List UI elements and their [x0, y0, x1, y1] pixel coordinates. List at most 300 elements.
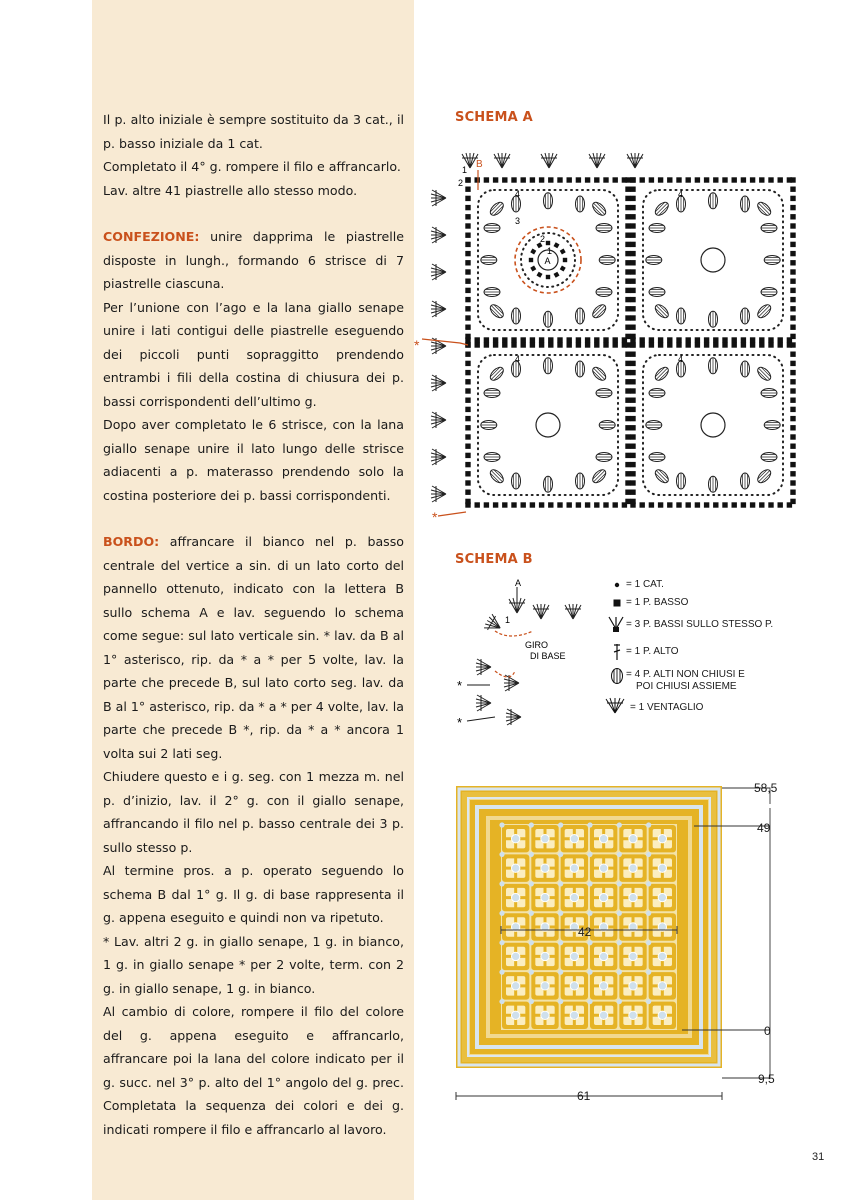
tile-stitch-square [585, 337, 590, 342]
blanket-tile-corner [646, 881, 651, 886]
tile-stitch-square [613, 337, 618, 342]
tile-stitch-square [625, 425, 630, 430]
schema-b-fan [565, 604, 581, 619]
tile-stitch-square [768, 337, 773, 342]
tile-cluster [764, 256, 780, 265]
tile-cluster [484, 288, 500, 297]
tile-stitch-square [704, 342, 709, 347]
schema-a-round-3: 3 [515, 216, 521, 226]
legend-text-cluster-2: POI CHIUSI ASSIEME [636, 681, 737, 692]
schema-b-base-2: DI BASE [530, 651, 566, 661]
tile-cluster [709, 311, 718, 327]
tile-cluster [590, 365, 608, 383]
legend-square-icon [612, 598, 622, 608]
dim-inner-width: 42 [578, 925, 592, 939]
tile-stitch-square [750, 337, 755, 342]
tile-stitch-square [625, 444, 630, 449]
tile-stitch-square [576, 342, 581, 347]
schema-b-base-1: GIRO [525, 640, 549, 650]
tile-stitch-square [630, 471, 635, 476]
edge-fan-left [431, 375, 446, 391]
schema-a-round-1: 1 [547, 246, 553, 256]
tile-cluster [646, 421, 662, 430]
tile-stitch-square [465, 177, 470, 182]
blanket-tile-center [599, 835, 607, 843]
tile-stitch-square [539, 502, 544, 507]
tile-stitch-square [465, 205, 470, 210]
tile-stitch-square [625, 297, 630, 302]
tile-stitch-square [676, 177, 681, 182]
tile-stitch-square [722, 177, 727, 182]
blanket-tile-corner [499, 852, 504, 857]
tile-stitch-square [557, 502, 562, 507]
tile-stitch-square [484, 502, 489, 507]
blanket-tile-corner [499, 970, 504, 975]
confezione-paragraph [103, 225, 404, 296]
dim-outer-width: 61 [577, 1089, 591, 1103]
tile-stitch-square [625, 269, 630, 274]
schema-a-tile-num-3: 4 [515, 354, 521, 364]
tile-stitch-square [676, 502, 681, 507]
tile-stitch-square [790, 315, 795, 320]
tile-stitch-square [530, 177, 535, 182]
confezione-heading: CONFEZIONE: [103, 229, 200, 244]
tile-stitch-square [475, 337, 480, 342]
tile-stitch-square [790, 196, 795, 201]
blanket-tile-center [658, 864, 666, 872]
blanket-tile-center [599, 952, 607, 960]
tile-stitch-square [625, 361, 630, 366]
tile-cluster [755, 200, 773, 218]
tile-stitch-square [625, 453, 630, 458]
edge-fan-left [431, 190, 446, 206]
tile-cluster [649, 224, 665, 233]
tile-cluster [512, 473, 521, 489]
tile-stitch-square [493, 337, 498, 342]
blanket-tile-center [570, 952, 578, 960]
tile-stitch-square [630, 342, 635, 347]
tile-stitch-square [759, 177, 764, 182]
confezione-lead: unire dapprima le piastrelle disposte in lungh., formando 6 strisce di 7 piastrelle ciascuna. [103, 229, 404, 291]
tile-stitch-square [630, 480, 635, 485]
tile-stitch-square [521, 337, 526, 342]
tile-stitch-square [759, 337, 764, 342]
intro-line-1: Il p. alto iniziale è sempre sostituito da 3 cat., il p. basso iniziale da 1 cat. [103, 112, 404, 151]
tile-stitch-square [630, 223, 635, 228]
blanket-tile-corner [587, 881, 592, 886]
blanket-tile-center [541, 835, 549, 843]
tile-stitch-square [750, 502, 755, 507]
tile-stitch-square [713, 502, 718, 507]
tile-stitch-square [667, 177, 672, 182]
legend-dot-icon [612, 580, 622, 590]
tile-stitch-square [511, 337, 516, 342]
blanket-tile-center [541, 864, 549, 872]
blanket-tile-center [511, 982, 519, 990]
center-stitch [546, 241, 550, 245]
tile-stitch-square [658, 177, 663, 182]
blanket-tile-center [658, 1011, 666, 1019]
schema-b-asterisk-2: * [457, 715, 463, 730]
tile-stitch-square [630, 407, 635, 412]
tile-stitch-square [640, 342, 645, 347]
tile-stitch-square [625, 242, 630, 247]
tile-stitch-square [603, 342, 608, 347]
bordo-para-3: * Lav. altri 2 g. in giallo senape, 1 g. in bianco, 1 g. in giallo senape * per 2 volte, term. con 2 g. in giallo senape, 1 g. in bianco. [103, 933, 404, 996]
tile-stitch-square [732, 177, 737, 182]
tile-stitch-square [676, 337, 681, 342]
tile-stitch-square [625, 499, 630, 504]
tile-stitch-square [778, 177, 783, 182]
tile-stitch-square [625, 471, 630, 476]
tile-stitch-square [493, 502, 498, 507]
tile-stitch-square [567, 502, 572, 507]
tile-stitch-square [625, 223, 630, 228]
tile-cluster [599, 256, 615, 265]
blanket-tile-center [570, 835, 578, 843]
tile-cluster [576, 308, 585, 324]
tile-stitch-square [465, 260, 470, 265]
tile-stitch-square [630, 260, 635, 265]
tile-stitch-square [790, 462, 795, 467]
tile-stitch-square [613, 502, 618, 507]
blanket-tile-center [511, 1011, 519, 1019]
center-stitch [560, 248, 566, 254]
blanket-tile-center [599, 893, 607, 901]
tile-stitch-square [475, 177, 480, 182]
tile-stitch-square [530, 342, 535, 347]
tile-stitch-square [732, 342, 737, 347]
tile-stitch-square [790, 325, 795, 330]
tile-stitch-square [465, 425, 470, 430]
tile-stitch-square [630, 490, 635, 495]
tile-stitch-square [625, 490, 630, 495]
tile-cluster [484, 224, 500, 233]
intro-line-2: Completato il 4° g. rompere il filo e affrancarlo. [103, 159, 401, 174]
tile-stitch-square [630, 214, 635, 219]
blanket-tile-corner [558, 911, 563, 916]
tile-stitch-square [790, 444, 795, 449]
tile-stitch-square [622, 177, 627, 182]
blanket-tile-corner [499, 911, 504, 916]
edge-fan-top [627, 153, 643, 168]
tile-stitch-square [465, 251, 470, 256]
schema-b-fan [506, 709, 521, 725]
tile-stitch-square [640, 177, 645, 182]
tile-stitch-square [625, 214, 630, 219]
tile-stitch-square [622, 342, 627, 347]
legend-text-fan: = 1 VENTAGLIO [630, 702, 704, 713]
tile-stitch-square [790, 361, 795, 366]
blanket-tile-corner [646, 852, 651, 857]
bordo-para-1: Chiudere questo e i g. seg. con 1 mezza m. nel p. d’inizio, lav. il 2° g. con il giallo senape, affrancando il filo nel p. basso centrale dei 3 p. sullo stesso p. [103, 769, 404, 855]
tile-stitch-square [465, 269, 470, 274]
blanket-tile-corner [646, 822, 651, 827]
tile-stitch-square [576, 177, 581, 182]
tile-cluster [596, 224, 612, 233]
tile-stitch-square [759, 342, 764, 347]
tile-cluster [544, 476, 553, 492]
tile-stitch-square [511, 502, 516, 507]
blanket-tile-corner [587, 970, 592, 975]
tile-stitch-square [658, 337, 663, 342]
tile-stitch-square [625, 315, 630, 320]
tile-cluster [544, 358, 553, 374]
tile-stitch-square [787, 177, 792, 182]
tile-stitch-square [594, 342, 599, 347]
tile-stitch-square [649, 177, 654, 182]
schema-a-tile-num-4: 4 [678, 354, 684, 364]
schema-a-asterisk-line-2 [438, 512, 466, 516]
blanket-tile-corner [499, 999, 504, 1004]
tile-stitch-square [667, 502, 672, 507]
blanket-diagram [440, 778, 840, 1108]
bordo-para-2: Al termine pros. a p. operato seguendo lo schema B dal 1° g. Il g. di base rappresenta il g. appena eseguito e quindi non va ripetuto. [103, 863, 404, 925]
tile-cluster [488, 302, 506, 320]
tile-stitch-square [465, 233, 470, 238]
tile-cluster [481, 256, 497, 265]
legend-text-dc: = 1 P. ALTO [626, 646, 679, 657]
blanket-tile-corner [617, 911, 622, 916]
schema-b-label-a: A [515, 578, 522, 588]
blanket-tile-center [599, 982, 607, 990]
legend-fan-icon [604, 697, 626, 715]
blanket-tile-corner [499, 881, 504, 886]
schema-a-title: SCHEMA A [455, 110, 533, 125]
tile-stitch-square [790, 425, 795, 430]
tile-stitch-square [695, 177, 700, 182]
tile-stitch-square [465, 325, 470, 330]
tile-stitch-square [750, 177, 755, 182]
blanket-tile-center [658, 982, 666, 990]
center-stitch [530, 265, 536, 271]
blanket-tile-corner [617, 822, 622, 827]
schema-a-label-b: B [476, 159, 483, 170]
tile-stitch-square [790, 471, 795, 476]
tile-stitch-square [658, 342, 663, 347]
center-label-a: A [544, 256, 551, 266]
tile-stitch-square [790, 388, 795, 393]
tile-stitch-square [750, 342, 755, 347]
tile-stitch-square [686, 502, 691, 507]
tile-stitch-square [630, 352, 635, 357]
tile-stitch-square [704, 177, 709, 182]
tile-stitch-square [539, 177, 544, 182]
schema-b-fan [483, 614, 504, 635]
schema-a-round-2: 2 [540, 234, 546, 244]
blanket-tile-center [629, 1011, 637, 1019]
tile-cluster [761, 453, 777, 462]
tile-stitch-square [630, 325, 635, 330]
center-stitch [553, 272, 559, 278]
blanket-tile-corner [499, 822, 504, 827]
tile-stitch-square [511, 342, 516, 347]
blanket-tile-corner [529, 999, 534, 1004]
tile-stitch-square [548, 177, 553, 182]
blanket-tile-corner [646, 911, 651, 916]
tile-stitch-square [625, 462, 630, 467]
tile-stitch-square [594, 177, 599, 182]
tile-stitch-square [465, 352, 470, 357]
confezione-para-1: Per l’unione con l’ago e la lana giallo senape unire i lati contigui delle piastrelle eseguendo dei piccoli punti sopraggitto prendendo entrambi i fili della costina di chiusura dei p. bassi corrispondenti dell’ultimo g. [103, 299, 404, 409]
tile-stitch-square [713, 337, 718, 342]
schema-a-asterisk-2: * [432, 509, 438, 525]
legend-text-cluster: = 4 P. ALTI NON CHIUSI E [626, 669, 745, 680]
tile-stitch-square [676, 342, 681, 347]
blanket-tile-center [629, 982, 637, 990]
tile-stitch-square [576, 502, 581, 507]
tile-cluster [596, 389, 612, 398]
tile-stitch-square [686, 177, 691, 182]
center-stitch [553, 242, 559, 248]
schema-a-asterisk-line-1 [422, 339, 468, 345]
tile-stitch-square [625, 187, 630, 192]
tile-stitch-square [790, 407, 795, 412]
tile-stitch-square [475, 502, 480, 507]
tile-cluster [596, 453, 612, 462]
tile-stitch-square [695, 342, 700, 347]
tile-cluster [677, 473, 686, 489]
schema-a-asterisk-1: * [414, 337, 420, 353]
tile-stitch-square [484, 342, 489, 347]
tile-stitch-square [521, 342, 526, 347]
schema-a-tile-num-1: 4 [515, 189, 521, 199]
tile-stitch-square [790, 251, 795, 256]
blanket-tile-corner [587, 822, 592, 827]
tile-stitch-square [630, 269, 635, 274]
tile-stitch-square [630, 288, 635, 293]
center-stitch [530, 248, 536, 254]
tile-stitch-square [686, 337, 691, 342]
tile-stitch-square [511, 177, 516, 182]
blanket-tile-center [511, 835, 519, 843]
schema-b-base-red [495, 631, 533, 677]
tile-stitch-square [465, 444, 470, 449]
tile-stitch-square [667, 342, 672, 347]
tile-stitch-square [790, 306, 795, 311]
tile-stitch-square [790, 297, 795, 302]
tile-cluster [590, 200, 608, 218]
tile-cluster [755, 467, 773, 485]
tile-stitch-square [790, 288, 795, 293]
tile-stitch-square [630, 370, 635, 375]
tile-stitch-square [530, 337, 535, 342]
tile-cluster [741, 308, 750, 324]
tile-stitch-square [790, 434, 795, 439]
blanket-tile-center [511, 893, 519, 901]
schema-a-tiles [465, 177, 795, 507]
dim-bottom-ref: 0 [764, 1024, 771, 1038]
tile-stitch-square [465, 370, 470, 375]
blanket-tile-corner [558, 881, 563, 886]
tile-center-ring [701, 413, 725, 437]
blanket-tile-center [599, 864, 607, 872]
tile-stitch-square [585, 342, 590, 347]
tile-cluster [512, 308, 521, 324]
blanket-tile-center [658, 835, 666, 843]
tile-stitch-square [741, 502, 746, 507]
tile-stitch-square [630, 499, 635, 504]
tile-stitch-square [613, 342, 618, 347]
center-stitch [536, 272, 542, 278]
tile-stitch-square [686, 342, 691, 347]
tile-stitch-square [475, 342, 480, 347]
tile-stitch-square [465, 434, 470, 439]
tile-stitch-square [625, 434, 630, 439]
blanket-tile-corner [646, 940, 651, 945]
center-stitch [560, 265, 566, 271]
tile-stitch-square [548, 502, 553, 507]
tile-stitch-square [630, 242, 635, 247]
legend-text-chain: = 1 CAT. [626, 579, 664, 590]
schema-b-fan [476, 695, 491, 711]
blanket-tile-center [629, 835, 637, 843]
edge-fan-left [431, 227, 446, 243]
tile-stitch-square [465, 279, 470, 284]
tile-stitch-square [530, 502, 535, 507]
tile-cluster [488, 467, 506, 485]
bordo-para-4: Al cambio di colore, rompere il filo del colore del g. appena eseguito e affrancarlo, affrancare poi la lana del colore indicato per il g. succ. nel 3° p. alto del 1° angolo del g. prec. Completata la sequenza dei colori e dei g. indicati rompere il filo e affrancarlo al lavoro. [103, 1004, 404, 1137]
tile-stitch-square [790, 416, 795, 421]
tile-stitch-square [630, 398, 635, 403]
tile-cluster [764, 421, 780, 430]
tile-cluster [576, 361, 585, 377]
tile-stitch-square [585, 502, 590, 507]
tile-stitch-square [548, 342, 553, 347]
tile-stitch-square [790, 334, 795, 339]
bordo-lead: affrancare il bianco nel p. basso centrale del vertice a sin. di un lato corto del pannello ottenuto, indicato con la lettera B sullo schema A e lav. seguendo lo schema come segue: sul lato verticale sin. * lav. da B al 1° asterisco, rip. da * a * per 5 volte, lav. la parte che precede B, sul lato corto seg. lav. da B al 1° asterisco, rip. da * a * per 4 volte, lav. la parte che precede B *, rip. da * a * ancora 1 volta sui 2 lati seg. [103, 534, 404, 761]
tile-stitch-square [465, 407, 470, 412]
schema-a-center-motif [515, 227, 581, 293]
tile-stitch-square [625, 370, 630, 375]
tile-stitch-square [465, 398, 470, 403]
tile-stitch-square [603, 177, 608, 182]
tile-stitch-square [732, 337, 737, 342]
schema-b-round-1: 1 [505, 615, 511, 625]
tile-stitch-square [741, 342, 746, 347]
tile-stitch-square [704, 502, 709, 507]
schema-a-round-1b: 1 [462, 165, 468, 175]
tile-cluster [576, 473, 585, 489]
tile-stitch-square [704, 337, 709, 342]
tile-cluster [484, 389, 500, 398]
tile-cluster [649, 453, 665, 462]
tile-stitch-square [465, 480, 470, 485]
tile-stitch-square [465, 361, 470, 366]
blanket-tile-corner [529, 970, 534, 975]
tile-stitch-square [630, 444, 635, 449]
tile-stitch-square [625, 288, 630, 293]
tile-stitch-square [465, 187, 470, 192]
blanket-tile-center [629, 893, 637, 901]
tile-stitch-square [713, 342, 718, 347]
tile-cluster [677, 308, 686, 324]
legend-text-3sc: = 3 P. BASSI SULLO STESSO P. [626, 619, 774, 630]
blanket-tile-corner [558, 999, 563, 1004]
tile-stitch-square [630, 251, 635, 256]
tile-stitch-square [557, 177, 562, 182]
tile-stitch-square [625, 416, 630, 421]
tile-stitch-square [630, 187, 635, 192]
tile-stitch-square [667, 337, 672, 342]
tile-stitch-square [465, 242, 470, 247]
tile-cluster [709, 476, 718, 492]
tile-stitch-square [603, 337, 608, 342]
tile-stitch-square [625, 379, 630, 384]
tile-stitch-square [790, 370, 795, 375]
tile-stitch-square [713, 177, 718, 182]
tile-cluster [484, 453, 500, 462]
